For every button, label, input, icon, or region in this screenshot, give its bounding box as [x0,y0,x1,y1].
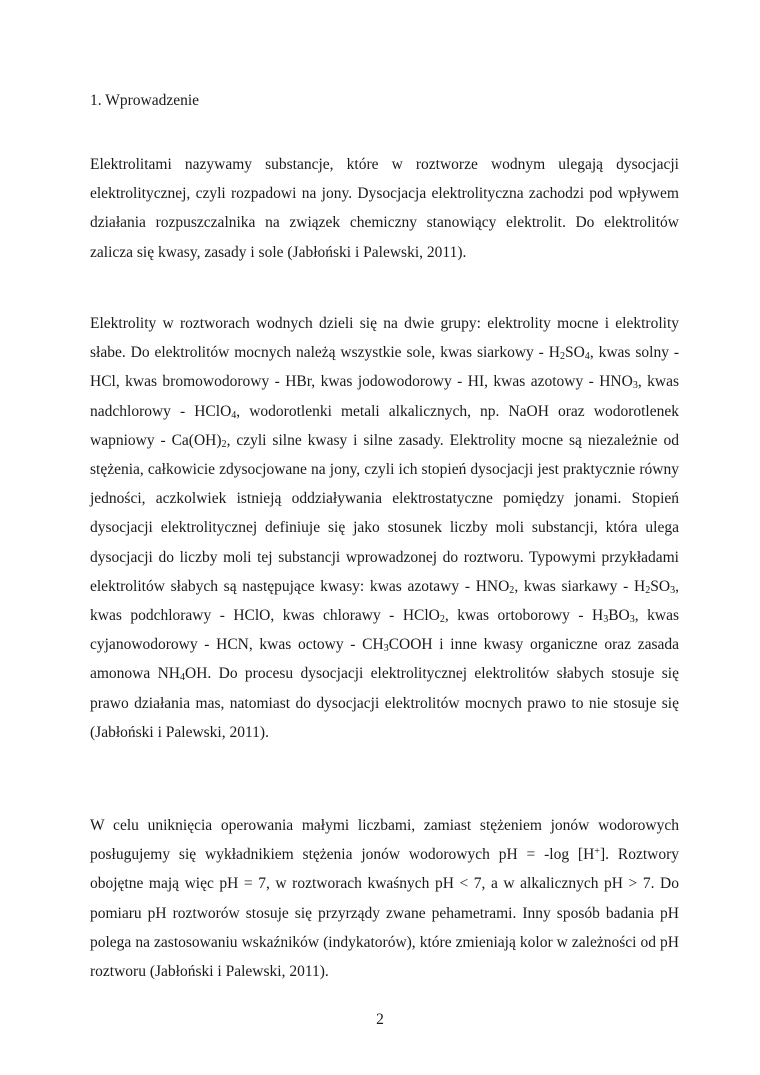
subscript: 3 [670,584,676,596]
text-segment: COOH i inne kwasy organiczne oraz zasada amonowa NH [90,636,679,683]
paragraph-introduction [90,150,679,267]
page-number: 2 [376,1011,384,1028]
subscript: 3 [629,614,635,626]
subscript: 2 [645,584,651,596]
subscript: 4 [231,409,237,421]
text-segment: Elektrolity w roztworach wodnych dzieli się na dwie grupy: elektrolity mocne i elektrolity słabe. Do elektrolitów mocnych należą wszystkie sole, kwas siarkowy - H [90,315,679,362]
text-segment: , kwas podchlorawy - HClO, kwas chlorawy - HClO [90,577,679,625]
paragraph-text: Elektrolitami nazywamy substancje, które w roztworze wodnym ulegają dysocjacji elektrolitycznej, czyli rozpadowi na jony. Dysocjacja elektrolityczna zachodzi pod wpływem działania rozpuszczalnika na związek chemiczny stanowiący elektrolit. Do elektrolitów zalicza się kwasy, zasady i sole (Jabłoński i Palewski, 2011). [90,156,679,261]
text-segment: OH. Do procesu dysocjacji elektrolitycznej elektrolitów słabych stosuje się prawo działania mas, natomiast do dysocjacji elektrolitów mocnych prawo to nie stosuje się (Jabłoński i Palewski, 2011). [90,665,679,741]
paragraph-electrolyte-groups [90,309,679,747]
subscript: 2 [509,584,515,596]
subscript: 3 [383,643,389,655]
subscript: 3 [632,380,638,392]
text-segment: BO [608,607,630,625]
text-segment: ]. Roztwory obojętne mają więc pH = 7, w roztworach kwaśnych pH < 7, a w alkalicznych pH > 7. Do pomiaru pH roztworów stosuje się przyrządy zwane pehametrami. Inny sposób badania pH polega na zastosowaniu wskaźników (indykatorów), które zmieniają kolor w zależności od pH roztworu (Jabłoński i Palewski, 2011). [90,846,680,981]
subscript: 2 [439,614,445,626]
text-segment: , kwas siarkawy - H [514,577,646,595]
subscript: 3 [603,614,609,626]
text-segment: SO [650,577,671,595]
section-heading: 1. Wprowadzenie [90,92,200,109]
text-segment: SO [564,344,585,362]
subscript: 4 [584,351,590,363]
text-segment: W celu uniknięcia operowania małymi liczbami, zamiast stężeniem jonów wodorowych posługujemy się wykładnikiem stężenia jonów wodorowych pH = -log [H [90,817,679,864]
text-segment: , wodorotlenki metali alkalicznych, np. NaOH oraz wodorotlenek wapniowy - Ca(OH) [90,402,679,449]
subscript: 2 [221,438,227,450]
text-segment: , kwas nadchlorowy - HClO [90,373,680,420]
text-segment: , kwas ortoborowy - H [444,607,604,625]
subscript: 4 [180,672,186,684]
text-segment: , kwas cyjanowodorowy - HCN, kwas octowy - CH [90,607,679,654]
superscript: + [594,846,600,858]
paragraph-ph [90,811,679,986]
subscript: 2 [559,351,565,363]
text-segment: , czyli silne kwasy i silne zasady. Elektrolity mocne są niezależnie od stężenia, całkowicie zdysocjowane na jony, czyli ich stopień dysocjacji jest praktycznie równy jedności, aczkolwiek istnieją oddziaływania elektrostatyczne pomiędzy jonami. Stopień dysocjacji elektrolitycznej definiuje się jako stosunek liczby moli substancji, która ulega dysocjacji do liczby moli tej substancji wprowadzonej do roztworu. Typowymi przykładami elektrolitów słabych są następujące kwasy: kwas azotawy - HNO [90,431,679,595]
text-segment: , kwas solny - HCl, kwas bromowodorowy - HBr, kwas jodowodorowy - HI, kwas azotowy - HNO [90,344,679,391]
